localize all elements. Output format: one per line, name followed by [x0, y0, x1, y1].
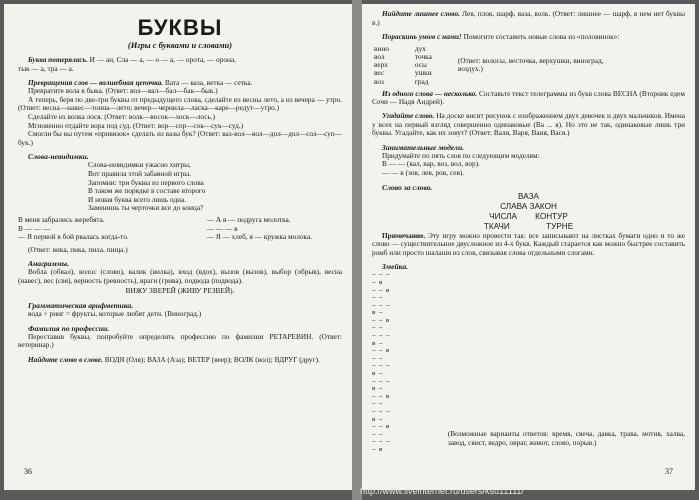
poem-line: Заменишь ты черточки все до конца? — [88, 203, 204, 213]
find-word-text: ВОДЯ (Оля); ВАЗА (Аза); ВЕТЕР (веер); ВОЛК (вол); ВДРУГ (друг). — [102, 354, 320, 364]
riddle-line: В меня забрались жеребята. — [18, 214, 105, 224]
odd-word-text: Лев, плов, шарф, ваза, волк. (Ответ: лишнее — шарф, в нем нет буквы в.) — [372, 9, 685, 27]
note-heading: Примечание. — [382, 230, 426, 240]
surname-text: Переставив буквы, попробуйте определить профессию по фамилии РЕТАРЕВИН. (Ответ: ветеринар.) — [18, 331, 342, 350]
guess-section — [372, 112, 685, 138]
note-section — [372, 232, 685, 258]
snake-cell: — — — в — — [372, 362, 390, 378]
find-word-heading: Найдите слово в слове. — [28, 354, 103, 364]
odd-word-section — [372, 10, 685, 27]
one-word-heading: Из одного слова — несколько. — [382, 88, 478, 98]
word-cell: вес — [374, 68, 385, 78]
snake-heading: Змейка. — [382, 262, 409, 272]
snake-cell: — — — в — — [372, 301, 390, 317]
word-cell: точка — [414, 51, 432, 61]
lost-letter-text: И — ан, Сла — а, — о — а, — орота, — орона, — [87, 55, 236, 64]
anagrams-heading: Анаграммы. — [28, 259, 70, 269]
models-heading: Занимательные модели. — [382, 142, 465, 152]
halves-col-1 — [374, 45, 389, 86]
page-number: 36 — [24, 467, 32, 476]
word-cell: воз — [374, 76, 384, 86]
think-answer: (Ответ: волосы, весточка, верхушки, виноград, воздух.) — [457, 55, 604, 74]
invisible-answer: (Ответ: вика, пика, пила, пища.) — [28, 244, 128, 254]
page-left — [4, 4, 352, 490]
model-1: В — — (вал, вар, воз, вол, вор). — [382, 159, 480, 169]
page-number: 37 — [665, 467, 673, 476]
halves-col-2 — [415, 45, 432, 86]
book-gutter — [352, 0, 362, 500]
one-word-text: Составьте текст телеграммы из букв слова ВЕСНА (Вторник едем Сочи — Надя Андрей). — [372, 88, 685, 107]
think-text: Помогите составить новые слова из «половинок»: — [461, 32, 620, 42]
page-right — [362, 4, 695, 490]
arith-text: вода + ринг = фрукты, которые любят дети. (Виноград.) — [28, 309, 202, 319]
guess-text: На доске висит рисунок с изображением двух девочек и двух мальчиков. Имена у всех на первый взгляд совершенно одинаковые (Ва ... я). Но это не так, одинаковые лишь три буквы. Угадайте, как их зовут? (Ответ: Валя, Варя, Ваня, Вася.) — [372, 110, 685, 138]
snake-cell: — — — — в — [372, 438, 390, 453]
poem-line: И новая буква всего лишь одна. — [88, 194, 187, 204]
page-subtitle: (Игры с буквами и словами) — [127, 40, 233, 50]
page-title: БУКВЫ — [137, 15, 223, 40]
poem-line: Вот правила этой забавной игры. — [88, 168, 191, 178]
riddle-right-column — [207, 216, 312, 242]
word-cell: ушки — [414, 68, 432, 78]
chain-line-1: Превратите вола в быка. (Ответ: вол—вал—бал—бак—бык.) — [28, 86, 218, 96]
snake-cells — [372, 271, 392, 453]
riddle-columns — [18, 216, 342, 242]
lost-letter-text2: тык — а, тра — а. — [18, 63, 74, 73]
word-cell: вол — [374, 51, 385, 61]
word-cell: осы — [414, 60, 427, 70]
models-text: Придумайте по пять слов по следующим моделям: — [382, 150, 540, 160]
poem-line: В таком же порядке в составе второго — [88, 186, 206, 196]
snake-cell: — — — в — — [372, 408, 390, 423]
invisible-poem — [88, 161, 342, 213]
model-2: — — в (зов, лев, ров, сев). — [382, 167, 465, 177]
riddle-left-column — [18, 216, 129, 242]
think-heading: Пораскинь умом с нами! — [382, 32, 462, 42]
diamond-row: ВАЗА — [518, 191, 539, 201]
note-text: Эту игру можно провести так: все записывают на листках бумаги одно и то же слово — существительное двусложное из 4-х букв. Каждый старается как можно быстрее составить ромб или просто шалаши из слов, связывая слова отдельными слогами. — [372, 230, 685, 257]
watermark-url: http://www.liveinternet.ru/users/ksu11111/ — [360, 486, 524, 496]
diamond-row: ТКАЧИ ТУРНЕ — [483, 221, 574, 231]
arith-heading: Грамматическая арифметика. — [28, 301, 134, 311]
riddle-line: — — — в — [206, 223, 238, 233]
snake-answer: (Возможные варианты ответов: время, свеча, давка, трава, мотив, халва, завод, свист, ведро, овраг, живот, слово, порыв.) — [447, 429, 685, 447]
think-section — [372, 33, 685, 42]
anagrams-text: Вобла (обвал), волос (слово), валик (вилка), вход (вдох), вызов (вызов), выбор (обрыв), весна (навес), вес (свя), верность (ревность), враги (грива), подвода (подвода). — [18, 267, 342, 285]
chain-text: Вата — ваза, ветка — сетка. — [163, 78, 253, 88]
odd-word-heading: Найдите лишнее слово. — [382, 9, 460, 18]
halves-grid — [374, 45, 685, 86]
word-diamond — [372, 192, 685, 232]
snake-block — [372, 271, 685, 453]
chain-line-3: Сделайте из волка лося. (Ответ: волк—восок—лоск—лось.) — [28, 111, 216, 121]
chain-line-4: Мгновенно отдайте вора под суд. (Ответ: вор—сор—сок—сук—суд.) — [28, 120, 244, 130]
word-cell: верх — [374, 60, 388, 70]
word-cell: дух — [414, 43, 426, 53]
word-cell: град — [414, 76, 429, 86]
snake-cell: — — — в — — [372, 332, 390, 347]
one-word-section — [372, 90, 685, 107]
find-word-section — [18, 356, 342, 365]
diamond-row: ЧИСЛА КОНТУР — [489, 211, 568, 221]
riddle-line: — Я — хлеб, я — кружка молока. — [206, 232, 312, 242]
guess-heading: Угадайте слово. — [382, 110, 435, 120]
snake-cell: — — — — в — [372, 271, 390, 286]
snake-cell: — — — в — — [372, 377, 390, 393]
word-cell: вино — [374, 43, 389, 53]
riddle-line: В — — — — [18, 223, 51, 233]
lost-letter-heading: Буква потерялась. — [28, 55, 88, 64]
riddle-line: — Я первой в бой рвалась когда-то. — [18, 232, 129, 242]
snake-cell: — — в — — — [372, 392, 390, 408]
poem-line: Запомни: три буквы из первого слова — [88, 177, 204, 187]
poem-line: Слова-невидимки ужасно хитры, — [88, 160, 191, 170]
snake-cell: — — в — — — [372, 423, 390, 438]
chain-heading: Превращения слов — волшебная цепочка. — [28, 78, 164, 88]
chain-line-5: Смогли бы вы путем «привязок» сделать из вазы бук? (Ответ: ваз-вол—вол—дол—дол—сол—суп—бук.) — [18, 129, 342, 147]
snake-cell: — — в — — — [372, 316, 390, 332]
snake-cell: — — в — — — [372, 286, 390, 302]
diamond-row: СЛАВА ЗАКОН — [500, 201, 557, 211]
snake-cell: — — в — — — [372, 347, 390, 362]
invisible-heading: Слова-невидимки. — [28, 152, 89, 162]
surname-heading: Фамилия по профессии. — [28, 323, 110, 333]
anagrams-motto: ВИЖУ ЗВЕРЕЙ (ЖИВУ РЕЗВЕЙ). — [125, 286, 235, 296]
riddle-line: — А я — подруга молотка. — [206, 214, 291, 224]
word-word-heading: Слово за слово. — [382, 182, 433, 192]
chain-line-2: А теперь, беря по две-три буквы от предыдущего слова, сделайте из весны лето, а из вечера — утро. (Ответ: весна—навес—тонна—лето; вечер—чернила—ласка—каре—редут—утро.) — [18, 94, 342, 113]
